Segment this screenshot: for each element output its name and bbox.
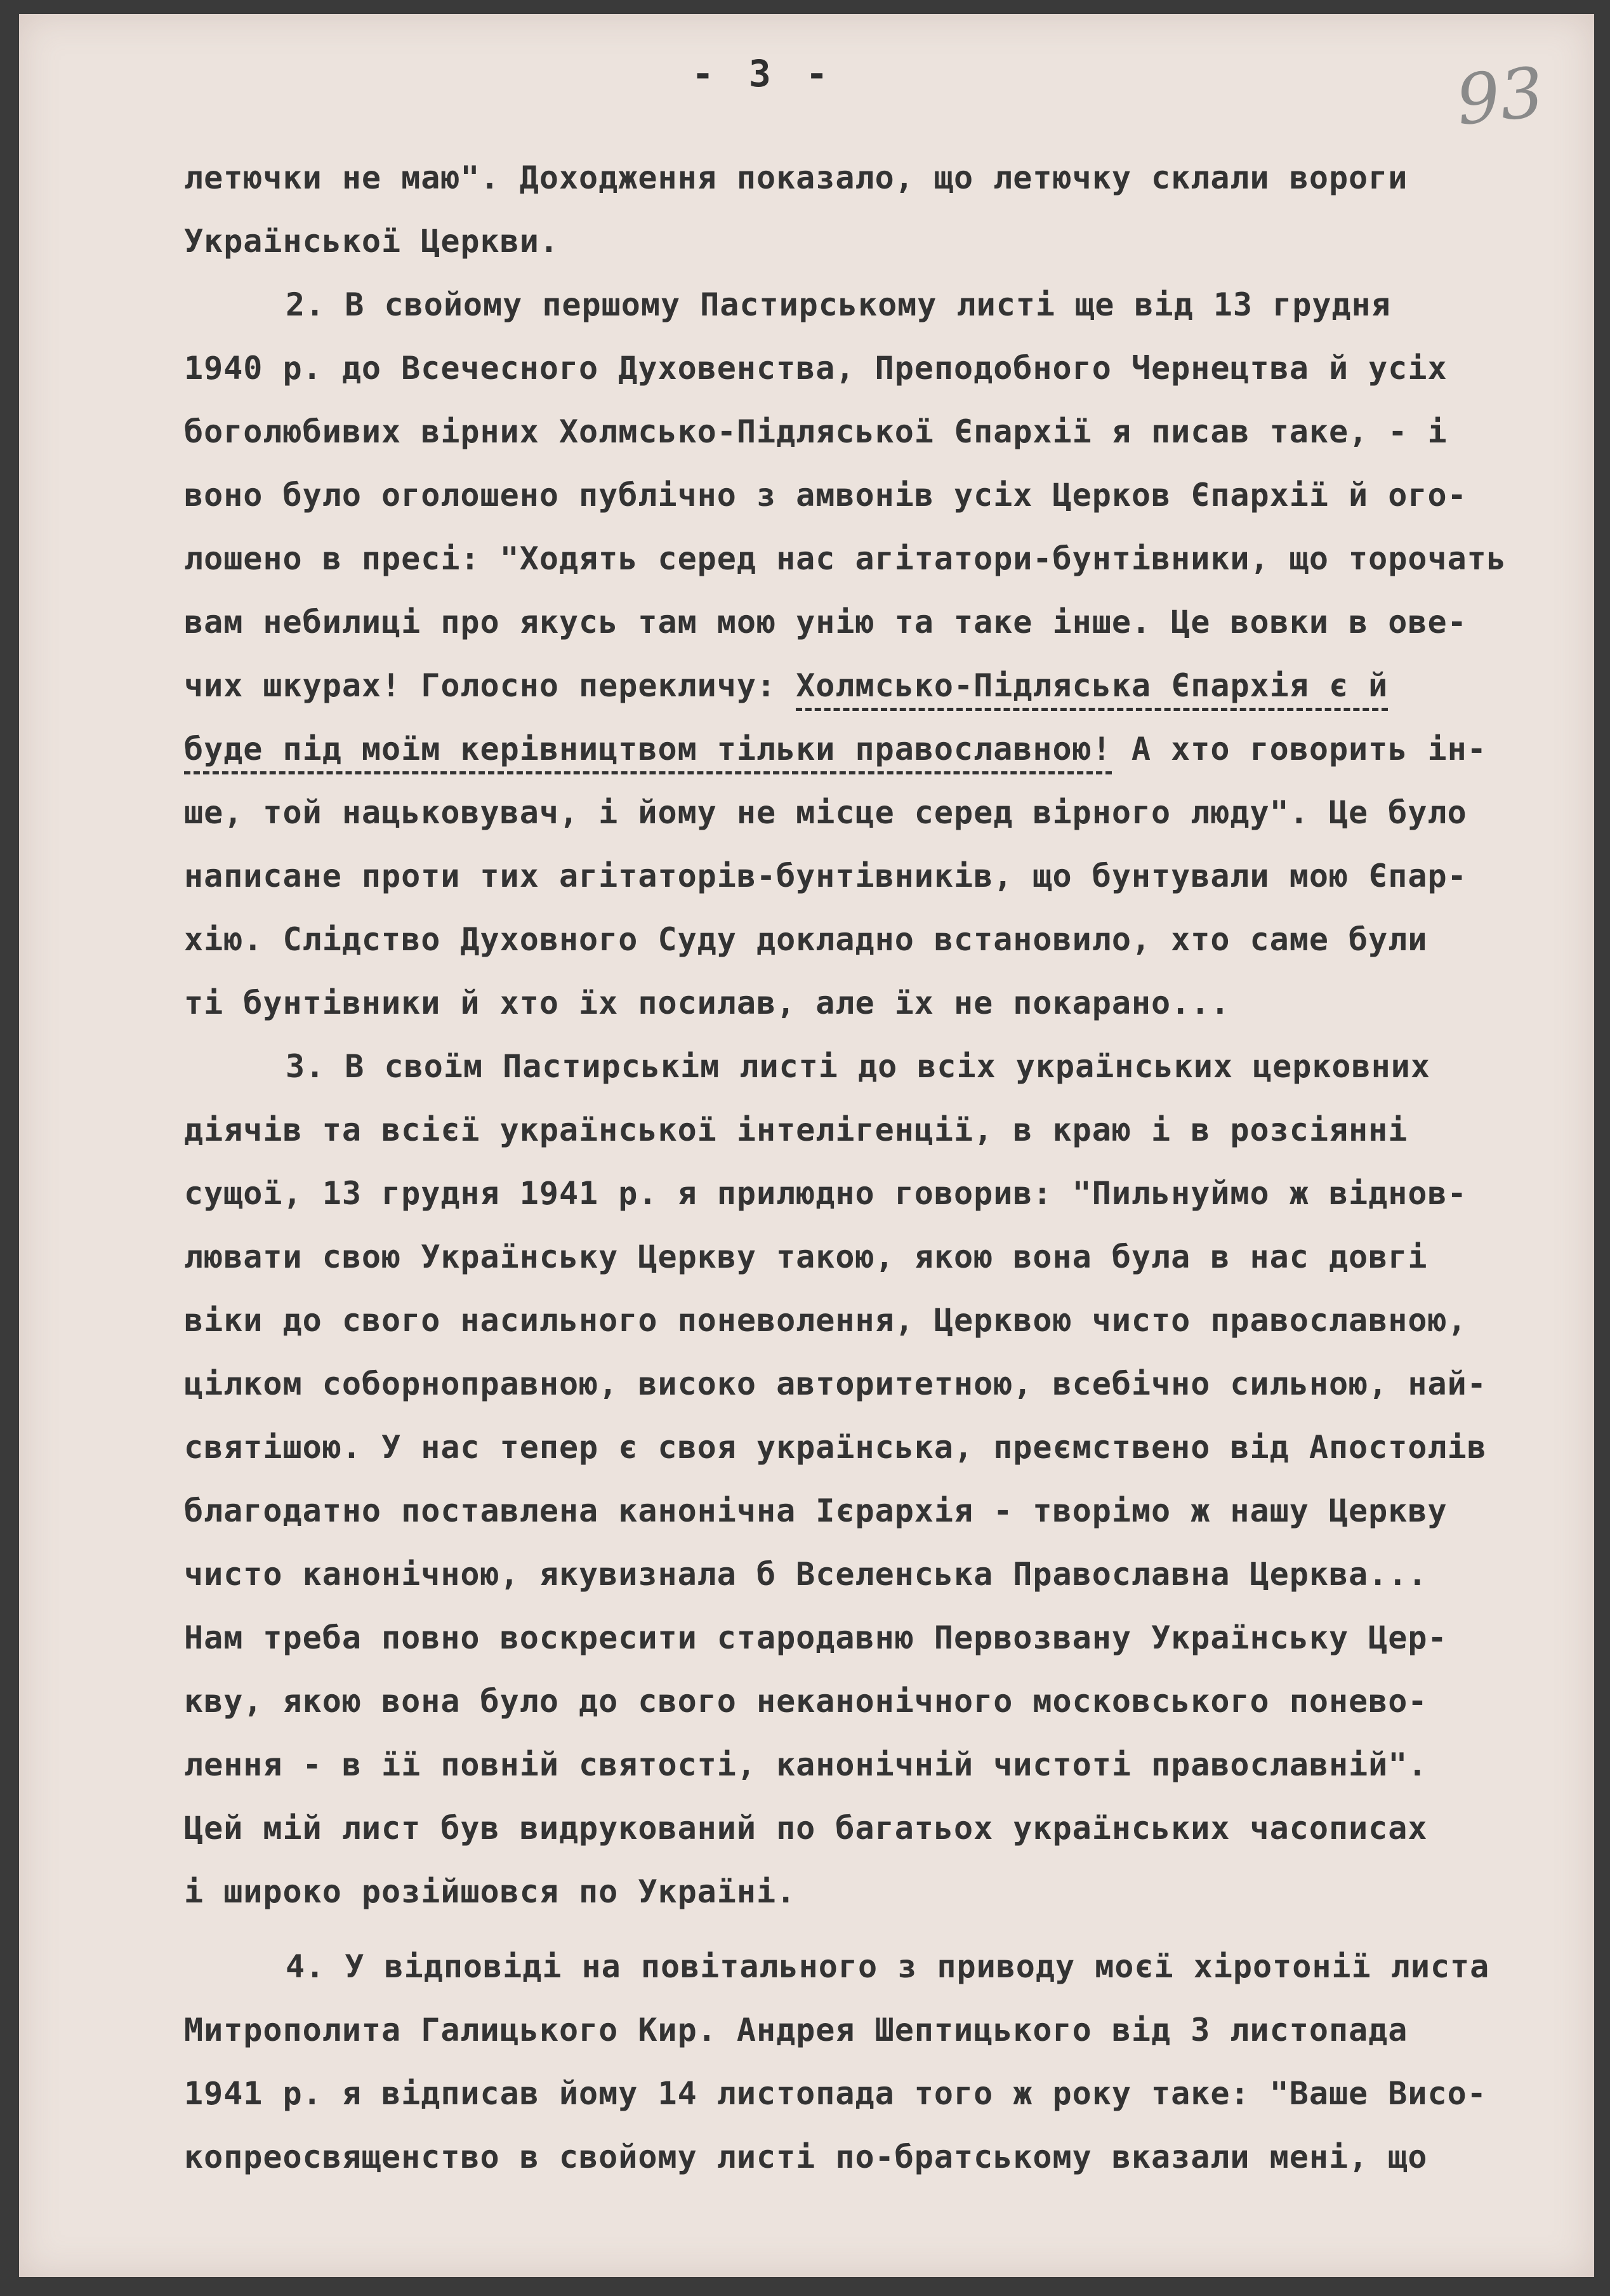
text-line: 1941 р. я відписав йому 14 листопада того ж року таке: "Ваше Висо- <box>184 2075 1487 2112</box>
text-line: і широко розійшовся по Україні. <box>184 1873 796 1910</box>
text-segment: А хто говорить ін- <box>1111 731 1487 767</box>
text-line: копреосвященство в свойому листі по-братському вказали мені, що <box>184 2139 1428 2175</box>
text-line: Цей мій лист був видрукований по багатьох українських часописах <box>184 1810 1428 1847</box>
text-line: хію. Слідство Духовного Суду докладно встановило, хто саме були <box>184 921 1428 958</box>
text-segment: чих шкурах! Голосно перекличу: <box>184 667 796 704</box>
document-page <box>19 14 1594 2277</box>
text-line: воно було оголошено публічно з амвонів усіх Церков Єпархії й ого- <box>184 477 1467 514</box>
text-line <box>184 717 1548 781</box>
text-line: святішою. У нас тепер є своя українська, преємствено від Апостолів <box>184 1429 1487 1466</box>
text-line: летючки не маю". Доходження показало, що летючку склали вороги <box>184 159 1408 196</box>
text-line: цілком соборноправною, високо авторитетною, всебічно сильною, най- <box>184 1365 1487 1402</box>
text-line: сущої, 13 грудня 1941 р. я прилюдно говорив: "Пильнуймо ж віднов- <box>184 1175 1467 1212</box>
text-line: вам небилиці про якусь там мою унію та таке інше. Це вовки в ове- <box>184 604 1467 640</box>
text-line: Митрополита Галицького Кир. Андрея Шептицького від 3 листопада <box>184 2012 1408 2048</box>
text-line: ті бунтівники й хто їх посилав, але їх не покарано... <box>184 985 1231 1021</box>
paragraph-4-start: 4. У відповіді на повітального з приводу моєї хіротонії листа <box>286 1948 1490 1985</box>
text-line: лошено в пресі: "Ходять серед нас агітатори-бунтівники, що торочать <box>184 540 1507 577</box>
paragraph-2-start: 2. В свойому першому Пастирському листі ще від 13 грудня <box>286 286 1391 323</box>
text-line: Української Церкви. <box>184 223 559 260</box>
text-line: лення - в її повній святості, канонічній чистоті православній". <box>184 1746 1428 1783</box>
text-line: боголюбивих вірних Холмсько-Підляської Єпархії я писав таке, - і <box>184 413 1448 450</box>
text-line: кву, якою вона було до свого неканонічного московського понево- <box>184 1683 1428 1720</box>
archive-page-number: 93 <box>1452 53 1548 141</box>
text-line: діячів та всієї української інтелігенції, в краю і в розсіянні <box>184 1112 1408 1148</box>
underlined-text: буде під моїм керівництвом тільки православною! <box>184 731 1112 774</box>
text-line: ше, той нацьковувач, і йому не місце серед вірного люду". Це було <box>184 794 1467 831</box>
text-line: лювати свою Українську Церкву такою, якою вона була в нас довгі <box>184 1238 1428 1275</box>
paragraph-3-start: 3. В своїм Пастирськім листі до всіх українських церковних <box>286 1048 1430 1085</box>
text-line: чисто канонічною, якувизнала б Вселенська Православна Церква... <box>184 1556 1428 1593</box>
text-line <box>184 654 1548 717</box>
page-number: - 3 - <box>692 52 835 95</box>
text-line: благодатно поставлена канонічна Ієрархія - творімо ж нашу Церкву <box>184 1492 1448 1529</box>
underlined-text: Холмсько-Підляська Єпархія є й <box>796 667 1388 711</box>
text-line: віки до свого насильного поневолення, Церквою чисто православною, <box>184 1302 1467 1339</box>
text-line: 1940 р. до Всечесного Духовенства, Преподобного Чернецтва й усіх <box>184 350 1448 387</box>
document-body <box>184 146 1548 2189</box>
text-line: написане проти тих агітаторів-бунтівників, що бунтували мою Єпар- <box>184 858 1467 894</box>
text-line: Нам треба повно воскресити стародавню Первозвану Українську Цер- <box>184 1619 1448 1656</box>
